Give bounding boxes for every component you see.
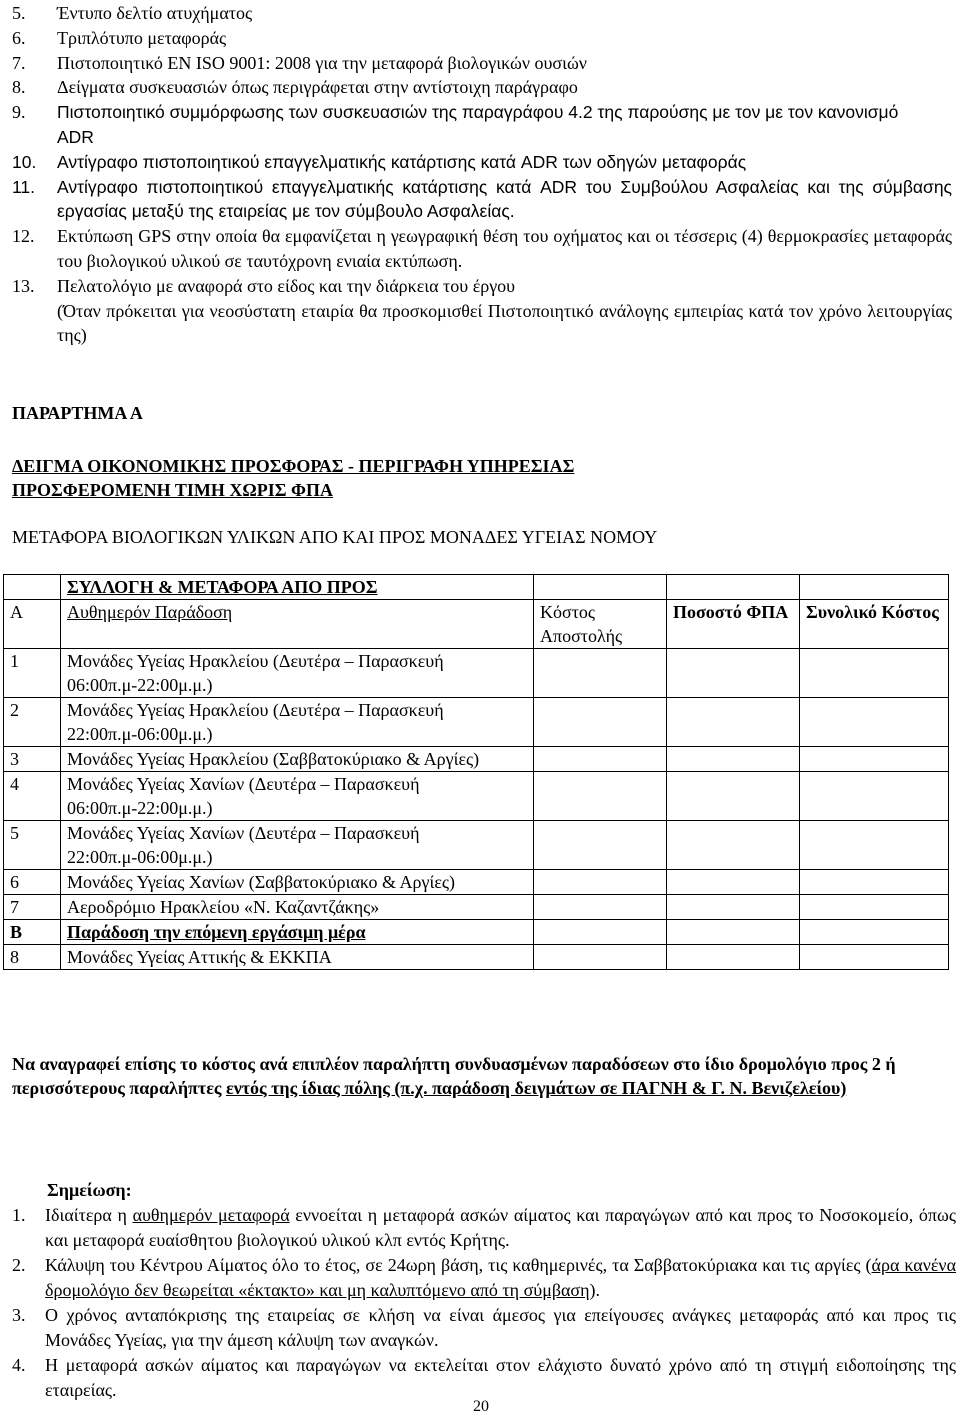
transport-title: ΜΕΤΑΦΟΡΑ ΒΙΟΛΟΓΙΚΩΝ ΥΛΙΚΩΝ ΑΠΟ ΚΑΙ ΠΡΟΣ ΜΟΝΑΔΕΣ ΥΓΕΙΑΣ ΝΟΜΟΥ xyxy=(12,527,658,547)
section-b-label: Παράδοση την επόμενη εργάσιμη μέρα xyxy=(61,920,534,945)
table-row: 2 Μονάδες Υγείας Ηρακλείου (Δευτέρα – Παρασκευή 22:00π.μ-06:00μ.μ.) xyxy=(4,698,949,747)
page-number: 20 xyxy=(473,1398,489,1415)
offer-subtitle: ΠΡΟΣΦΕΡΟΜΕΝΗ ΤΙΜΗ ΧΩΡΙΣ ΦΠΑ xyxy=(12,480,333,500)
notes-section xyxy=(12,1178,956,1403)
section-a-row: Α Αυθημερόν Παράδοση Κόστος Αποστολής Ποσοστό ΦΠΑ Συνολικό Κόστος xyxy=(4,600,949,649)
list-item-note: (Όταν πρόκειται για νεοσύστατη εταιρία θα προσκομισθεί Πιστοποιητικό ανάλογης εμπειρίας κατά τον χρόνο λειτουργίας της) xyxy=(57,300,952,346)
list-item: 13. Πελατολόγιο με αναφορά στο είδος και την διάρκεια του έργου xyxy=(12,275,516,296)
section-b-row: Β Παράδοση την επόμενη εργάσιμη μέρα xyxy=(4,920,949,945)
combined-delivery-note: Να αναγραφεί επίσης το κόστος ανά επιπλέον παραλήπτη συνδυασμένων παραδόσεων στο ίδιο δρομολόγιο προς 2 ή περισσότερους παραλήπτες εντός της ίδιας πόλης (π.χ. παράδοση δειγμάτων σε ΠΑΓΝΗ & Γ. Ν. Βενιζελείου) xyxy=(12,1054,896,1098)
list-item: 7. Πιστοποιητικό EN ISO 9001: 2008 για την μεταφορά βιολογικών ουσιών xyxy=(12,52,587,73)
col-vat-header: Ποσοστό ΦΠΑ xyxy=(667,600,800,649)
section-a-label: Αυθημερόν Παράδοση xyxy=(61,600,534,649)
col-total-header: Συνολικό Κόστος xyxy=(800,600,949,649)
table-title: ΣΥΛΛΟΓΗ & ΜΕΤΑΦΟΡΑ ΑΠΟ ΠΡΟΣ xyxy=(61,575,534,600)
list-item: 11. Αντίγραφο πιστοποιητικού επαγγελματικής κατάρτισης κατά ADR του Συμβούλου Ασφαλείας και της σύμβασης εργασίας μεταξύ της εταιρείας με τον σύμβουλο Ασφαλείας. xyxy=(12,176,952,222)
list-item: 8. Δείγματα συσκευασιών όπως περιγράφεται στην αντίστοιχη παράγραφο xyxy=(12,77,578,98)
annex-title: ΠΑΡΑΡΤΗΜΑ Α xyxy=(12,403,143,423)
note-item: 3. Ο χρόνος ανταπόκρισης της εταιρείας σε κλήση να είναι άμεσος για επείγουσες ανάγκες μεταφοράς από και προς τις Μονάδες Υγείας, για την άμεση κάλυψη των αναγκών. xyxy=(12,1305,956,1350)
note-item: 4. Η μεταφορά ασκών αίματος και παραγώγων να εκτελείται στον ελάχιστο δυνατό χρόνο από τη στιγμή ειδοποίησης της εταιρείας. xyxy=(12,1355,956,1400)
table-row: 1 Μονάδες Υγείας Ηρακλείου (Δευτέρα – Παρασκευή 06:00π.μ-22:00μ.μ.) xyxy=(4,649,949,698)
list-item: 5. Έντυπο δελτίο ατυχήματος xyxy=(12,3,253,23)
list-item: 10. Αντίγραφο πιστοποιητικού επαγγελματικής κατάρτισης κατά ADR των οδηγών μεταφοράς xyxy=(12,151,747,172)
table-row: 5 Μονάδες Υγείας Χανίων (Δευτέρα – Παρασκευή 22:00π.μ-06:00μ.μ.) xyxy=(4,821,949,870)
offer-title: ΔΕΙΓΜΑ ΟΙΚΟΝΟΜΙΚΗΣ ΠΡΟΣΦΟΡΑΣ - ΠΕΡΙΓΡΑΦΗ ΥΠΗΡΕΣΙΑΣ xyxy=(12,456,575,476)
document-requirements-list xyxy=(12,0,952,348)
offer-table xyxy=(3,574,949,970)
note-item: 1. Ιδιαίτερα η αυθημερόν μεταφορά εννοείται η μεταφορά ασκών αίματος και παραγώγων από και προς το Νοσοκομείο, όπως και μεταφορά ευαίσθητου βιολογικού υλικού κλπ εντός Κρήτης. xyxy=(12,1205,956,1250)
list-item: 12. Εκτύπωση GPS στην οποία θα εμφανίζεται η γεωγραφική θέση του οχήματος και οι τέσσερις (4) θερμοκρασίες μεταφοράς του βιολογικού υλικού σε ταυτόχρονη ενιαία εκτύπωση. xyxy=(12,226,952,271)
table-row: 4 Μονάδες Υγείας Χανίων (Δευτέρα – Παρασκευή 06:00π.μ-22:00μ.μ.) xyxy=(4,772,949,821)
note-item: 2. Κάλυψη του Κέντρου Αίματος όλο το έτος, σε 24ωρη βάση, τις καθημερινές, τα Σαββατοκύριακα και τις αργίες (άρα κανένα δρομολόγιο δεν θεωρείται «έκτακτο» και μη καλυπτόμενο από τη σύμβαση). xyxy=(12,1255,957,1300)
list-item: 6. Τριπλότυπο μεταφοράς xyxy=(12,27,227,48)
notes-heading: Σημείωση: xyxy=(47,1180,132,1200)
table-header-row xyxy=(4,575,949,600)
table-row: 8 Μονάδες Υγείας Αττικής & ΕΚΚΠΑ xyxy=(4,945,949,970)
col-cost-header: Κόστος Αποστολής xyxy=(534,600,667,649)
table-row: 3 Μονάδες Υγείας Ηρακλείου (Σαββατοκύριακο & Αργίες) xyxy=(4,747,949,772)
table-row: 7 Αεροδρόμιο Ηρακλείου «Ν. Καζαντζάκης» xyxy=(4,895,949,920)
table-row: 6 Μονάδες Υγείας Χανίων (Σαββατοκύριακο & Αργίες) xyxy=(4,870,949,895)
list-item: 9. Πιστοποιητικό συμμόρφωσης των συσκευασιών της παραγράφου 4.2 της παρούσης με τον με τον κανονισμό ADR xyxy=(12,102,899,147)
